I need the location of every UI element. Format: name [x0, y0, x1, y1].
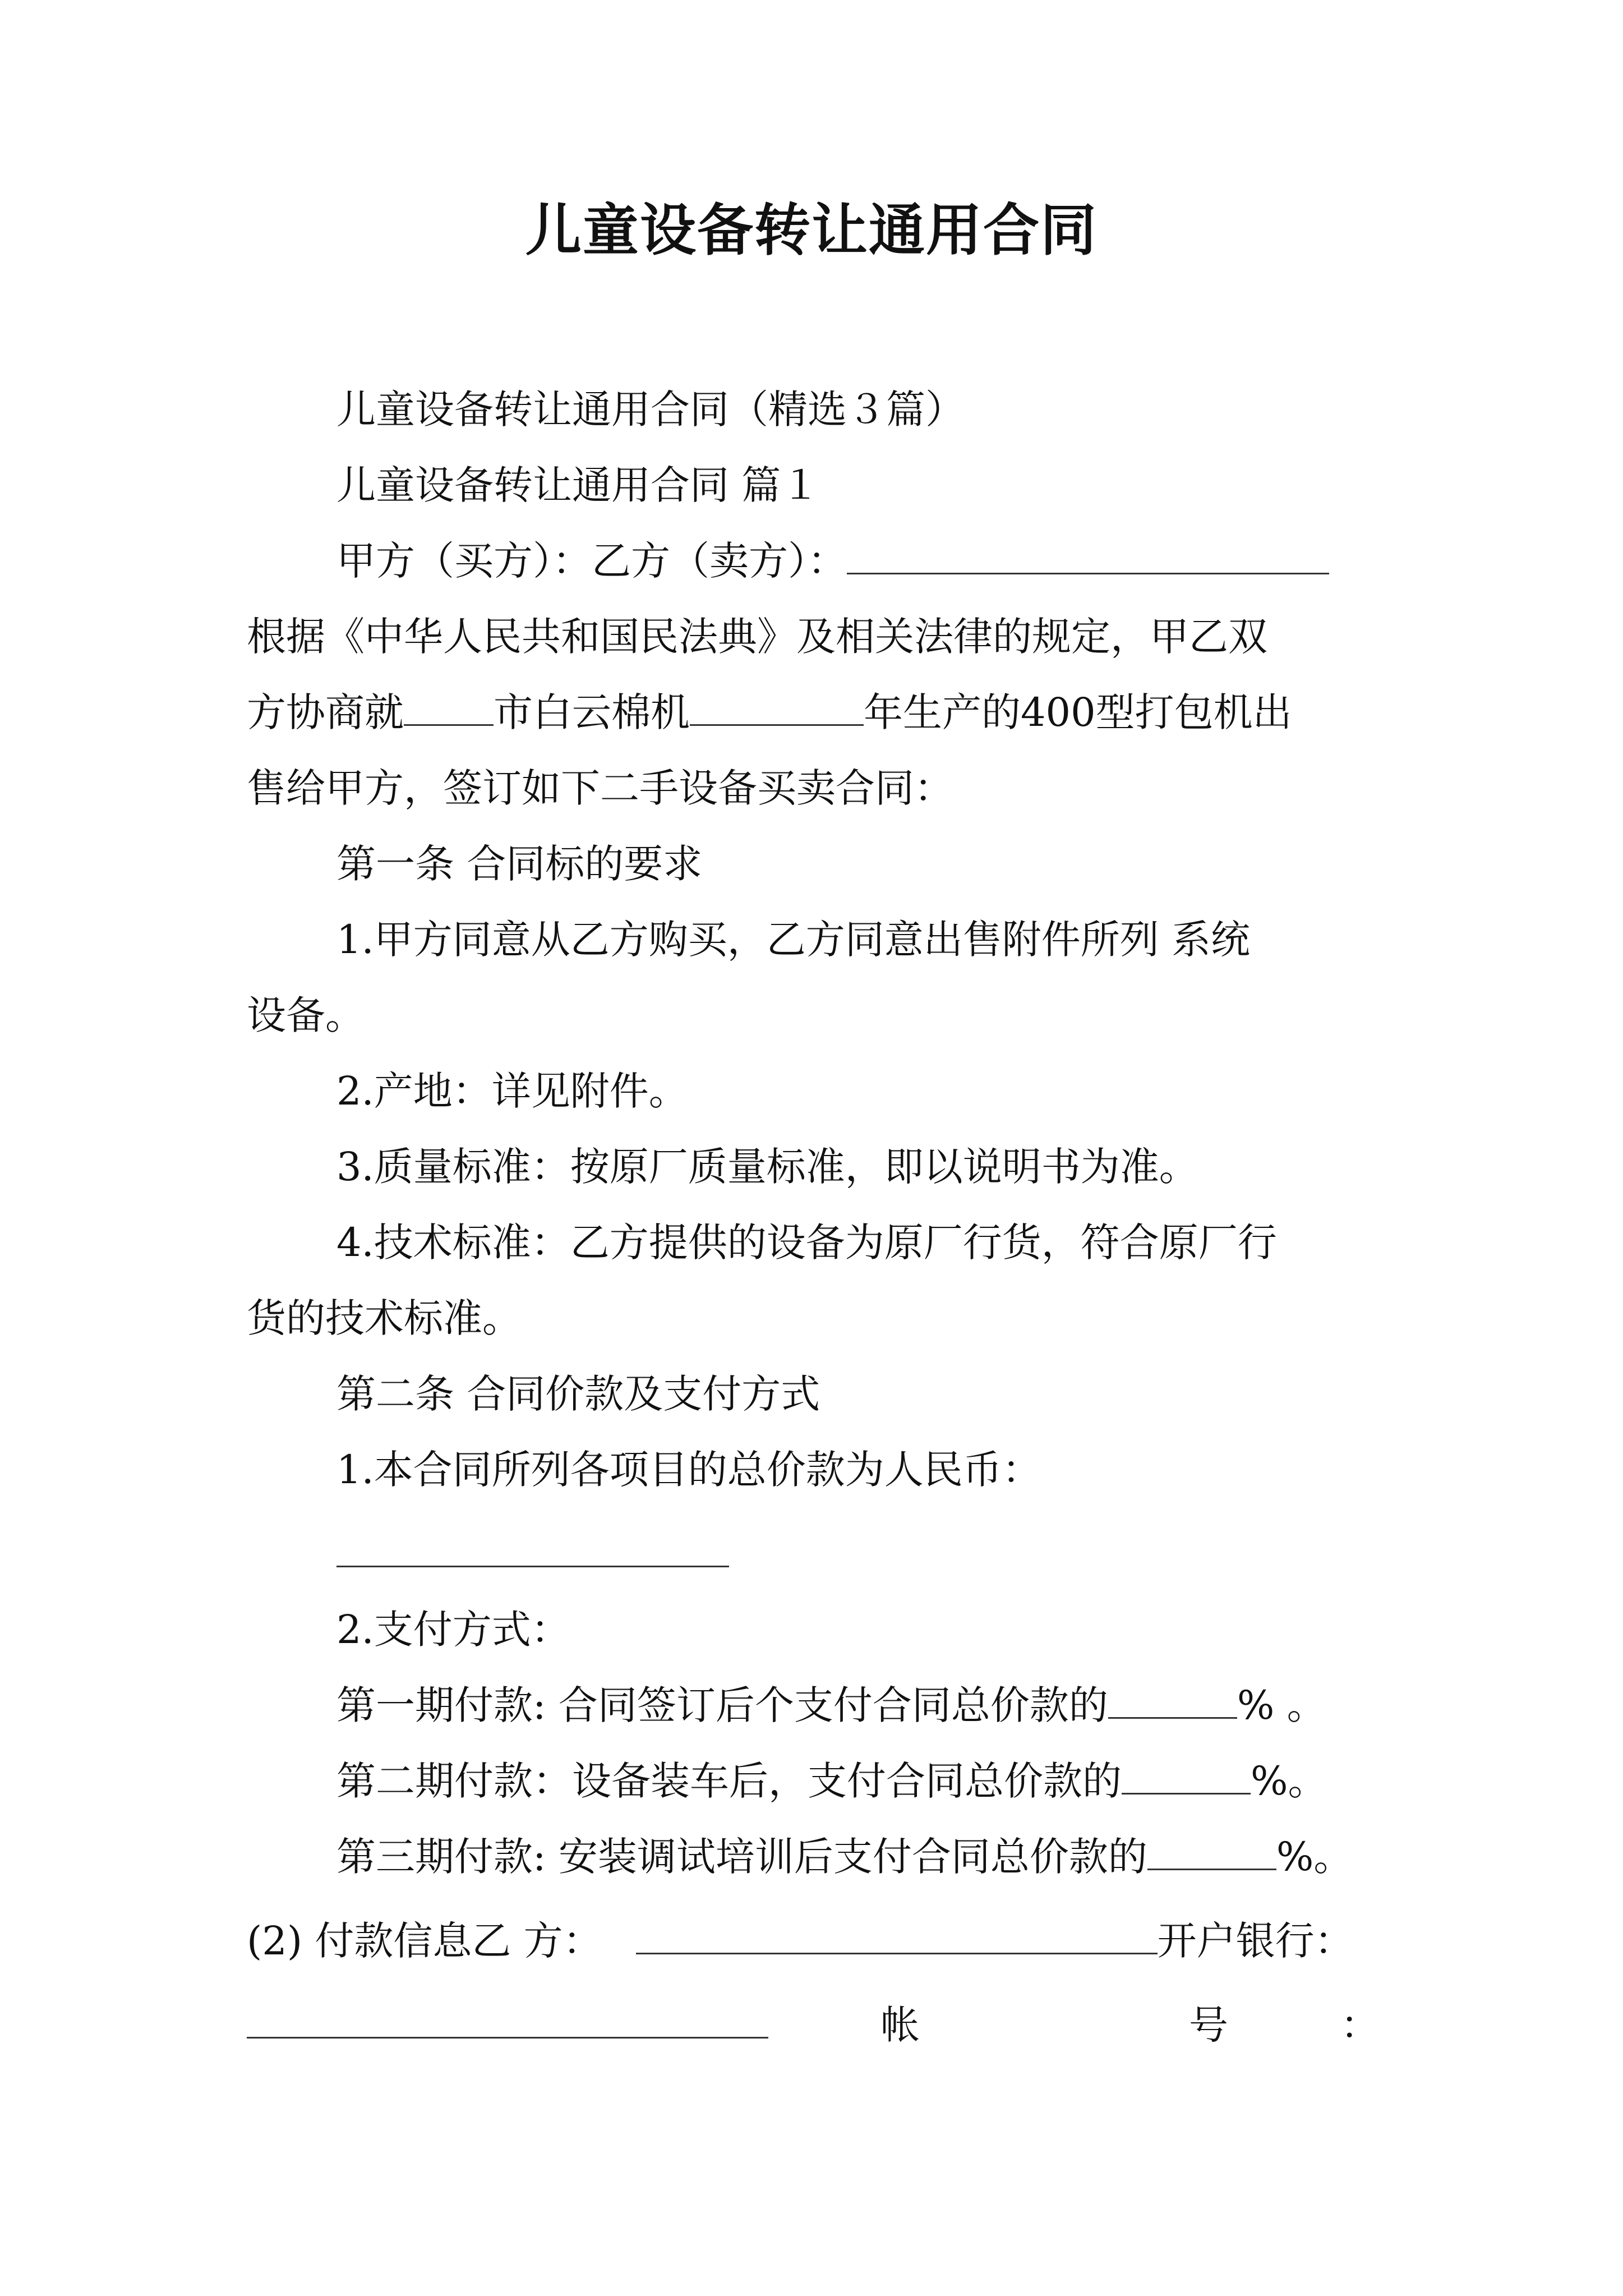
document-title: 儿童设备转让通用合同: [525, 197, 1098, 263]
clause-line: 货的技术标准。: [247, 1295, 522, 1341]
parties-label: 甲方（买方）：乙方（卖方）：: [336, 538, 847, 584]
clause-line: 3.质量标准：按原厂质量标准，即以说明书为准。: [336, 1144, 1198, 1190]
payment-line: [336, 1677, 1326, 1733]
clause-line: 1.本合同所列各项目的总价款为人民币：: [336, 1447, 1041, 1493]
year-blank: [690, 689, 864, 726]
text-run: 第一期付款: 合同签订后个支付合同总价款的: [336, 1682, 1108, 1728]
clause-line: 1.甲方同意从乙方购买，乙方同意出售附件所列 系统: [336, 917, 1251, 963]
parties-line: [336, 533, 1329, 589]
text-run: 市白云棉机: [494, 689, 690, 735]
bank-blank: [247, 2001, 768, 2039]
clause-line: 2.支付方式：: [336, 1607, 570, 1653]
text-run: ：: [1340, 2002, 1380, 2048]
payment-info-line: [247, 1913, 1354, 1969]
section-heading: 儿童设备转让通用合同 篇１: [336, 462, 820, 508]
text-run: 开户银行：: [1157, 1918, 1354, 1964]
text-run: % 。: [1237, 1682, 1326, 1728]
percent-blank: [1122, 1757, 1251, 1795]
payment-line: [336, 1753, 1327, 1809]
text-run: 第三期付款: 安装调试培训后支付合同总价款的: [336, 1834, 1147, 1880]
payment-line: [336, 1829, 1353, 1885]
text-run: 号: [1189, 2002, 1228, 2048]
amount-blank: [336, 1530, 729, 1567]
city-blank: [404, 689, 494, 726]
account-line: [247, 1997, 1380, 2053]
text-run: %。: [1276, 1834, 1353, 1880]
clause-line: 4.技术标准：乙方提供的设备为原厂行货，符合原厂行: [336, 1220, 1277, 1266]
amount-line: [336, 1526, 729, 1582]
text-run: (2) 付款信息乙 方：: [247, 1918, 602, 1964]
text-run: 年生产的400型打包机出: [864, 689, 1292, 735]
text-run: 帐: [880, 2002, 920, 2048]
body-line: [247, 684, 1292, 740]
percent-blank: [1147, 1833, 1276, 1870]
article-heading: 第一条 合同标的要求: [336, 841, 703, 887]
text-run: 第二期付款：设备装车后，支付合同总价款的: [336, 1758, 1122, 1804]
seller-blank: [847, 537, 1329, 574]
body-line: 售给甲方，签订如下二手设备买卖合同：: [247, 765, 953, 811]
text-run: %。: [1251, 1758, 1327, 1804]
clause-line: 设备。: [247, 992, 365, 1038]
body-line: 根据《中华人民共和国民法典》及相关法律的规定，甲乙双: [247, 614, 1267, 660]
clause-line: 2.产地：详见附件。: [336, 1068, 688, 1114]
payee-blank: [636, 1917, 1158, 1954]
percent-blank: [1108, 1682, 1237, 1719]
subtitle-line: 儿童设备转让通用合同（精选３篇）: [336, 386, 965, 432]
text-run: 方协商就: [247, 689, 404, 735]
article-heading: 第二条 合同价款及支付方式: [336, 1371, 820, 1417]
